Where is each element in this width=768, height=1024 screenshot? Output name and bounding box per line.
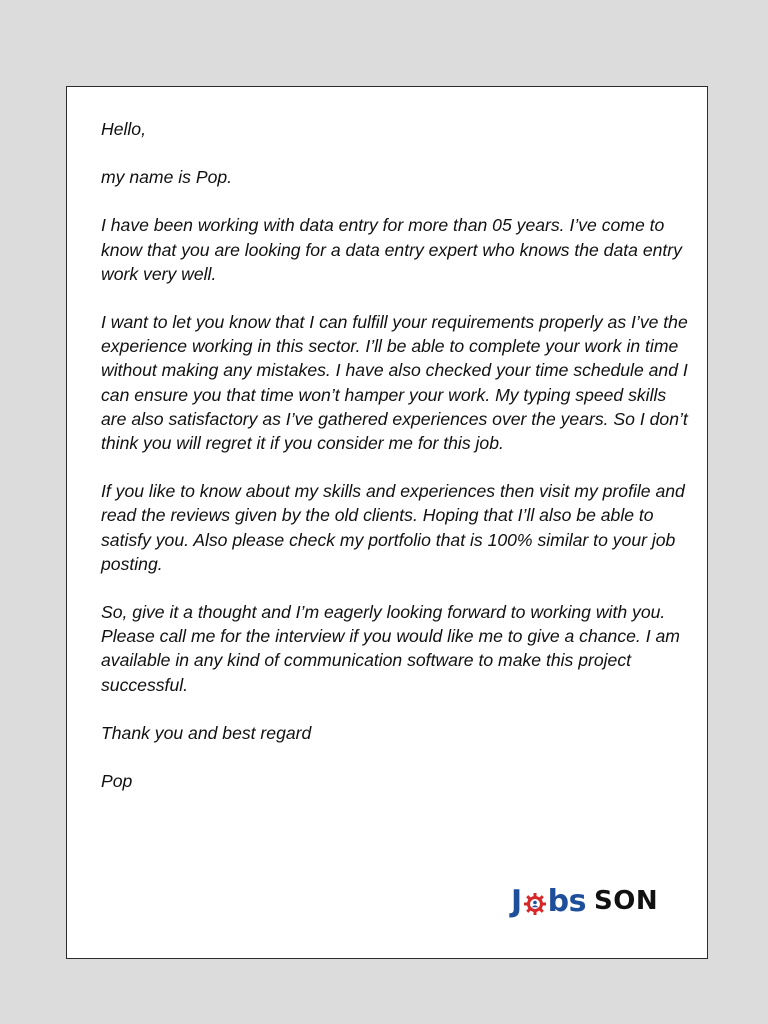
intro-line: my name is Pop. — [101, 167, 233, 188]
paragraph-experience: I have been working with data entry for more than 05 years. I’ve come to know that you are looking for a data entry expert who knows the data entry work very well. — [101, 215, 682, 284]
paragraph-requirements: I want to let you know that I can fulfill your requirements properly as I’ve the experience working in this sector. I’ll be able to complete your work in time without making any mistakes. I have also checked your time schedule and I can ensure you that time won’t hamper your work. My typing speed skills are also satisfactory as I’ve gathered experiences over the years. So I don’t think you will regret it if you consider me for this job. — [101, 312, 688, 454]
jobsson-logo — [511, 881, 658, 921]
logo-letter-j: J — [511, 883, 522, 919]
closing-line: Thank you and best regard — [101, 722, 312, 743]
greeting: Hello, — [101, 119, 146, 139]
logo-letters-bs: bs — [547, 883, 587, 919]
gear-icon — [523, 889, 547, 913]
paragraph-profile: If you like to know about my skills and experiences then visit my profile and read the reviews given by the old clients. Hoping that I’ll also be able to satisfy you. Also please check my portfolio that is 100% similar to your job posting. — [101, 481, 685, 574]
logo-word-son: SON — [594, 886, 659, 916]
paragraph-interview: So, give it a thought and I’m eagerly looking forward to working with you. Please call me for the interview if you would like me to give a chance. I am available in any kind of communication software to make this project successful. — [101, 602, 680, 695]
signature: Pop — [101, 771, 133, 792]
letter-page — [66, 86, 708, 959]
letter-body — [101, 117, 691, 817]
